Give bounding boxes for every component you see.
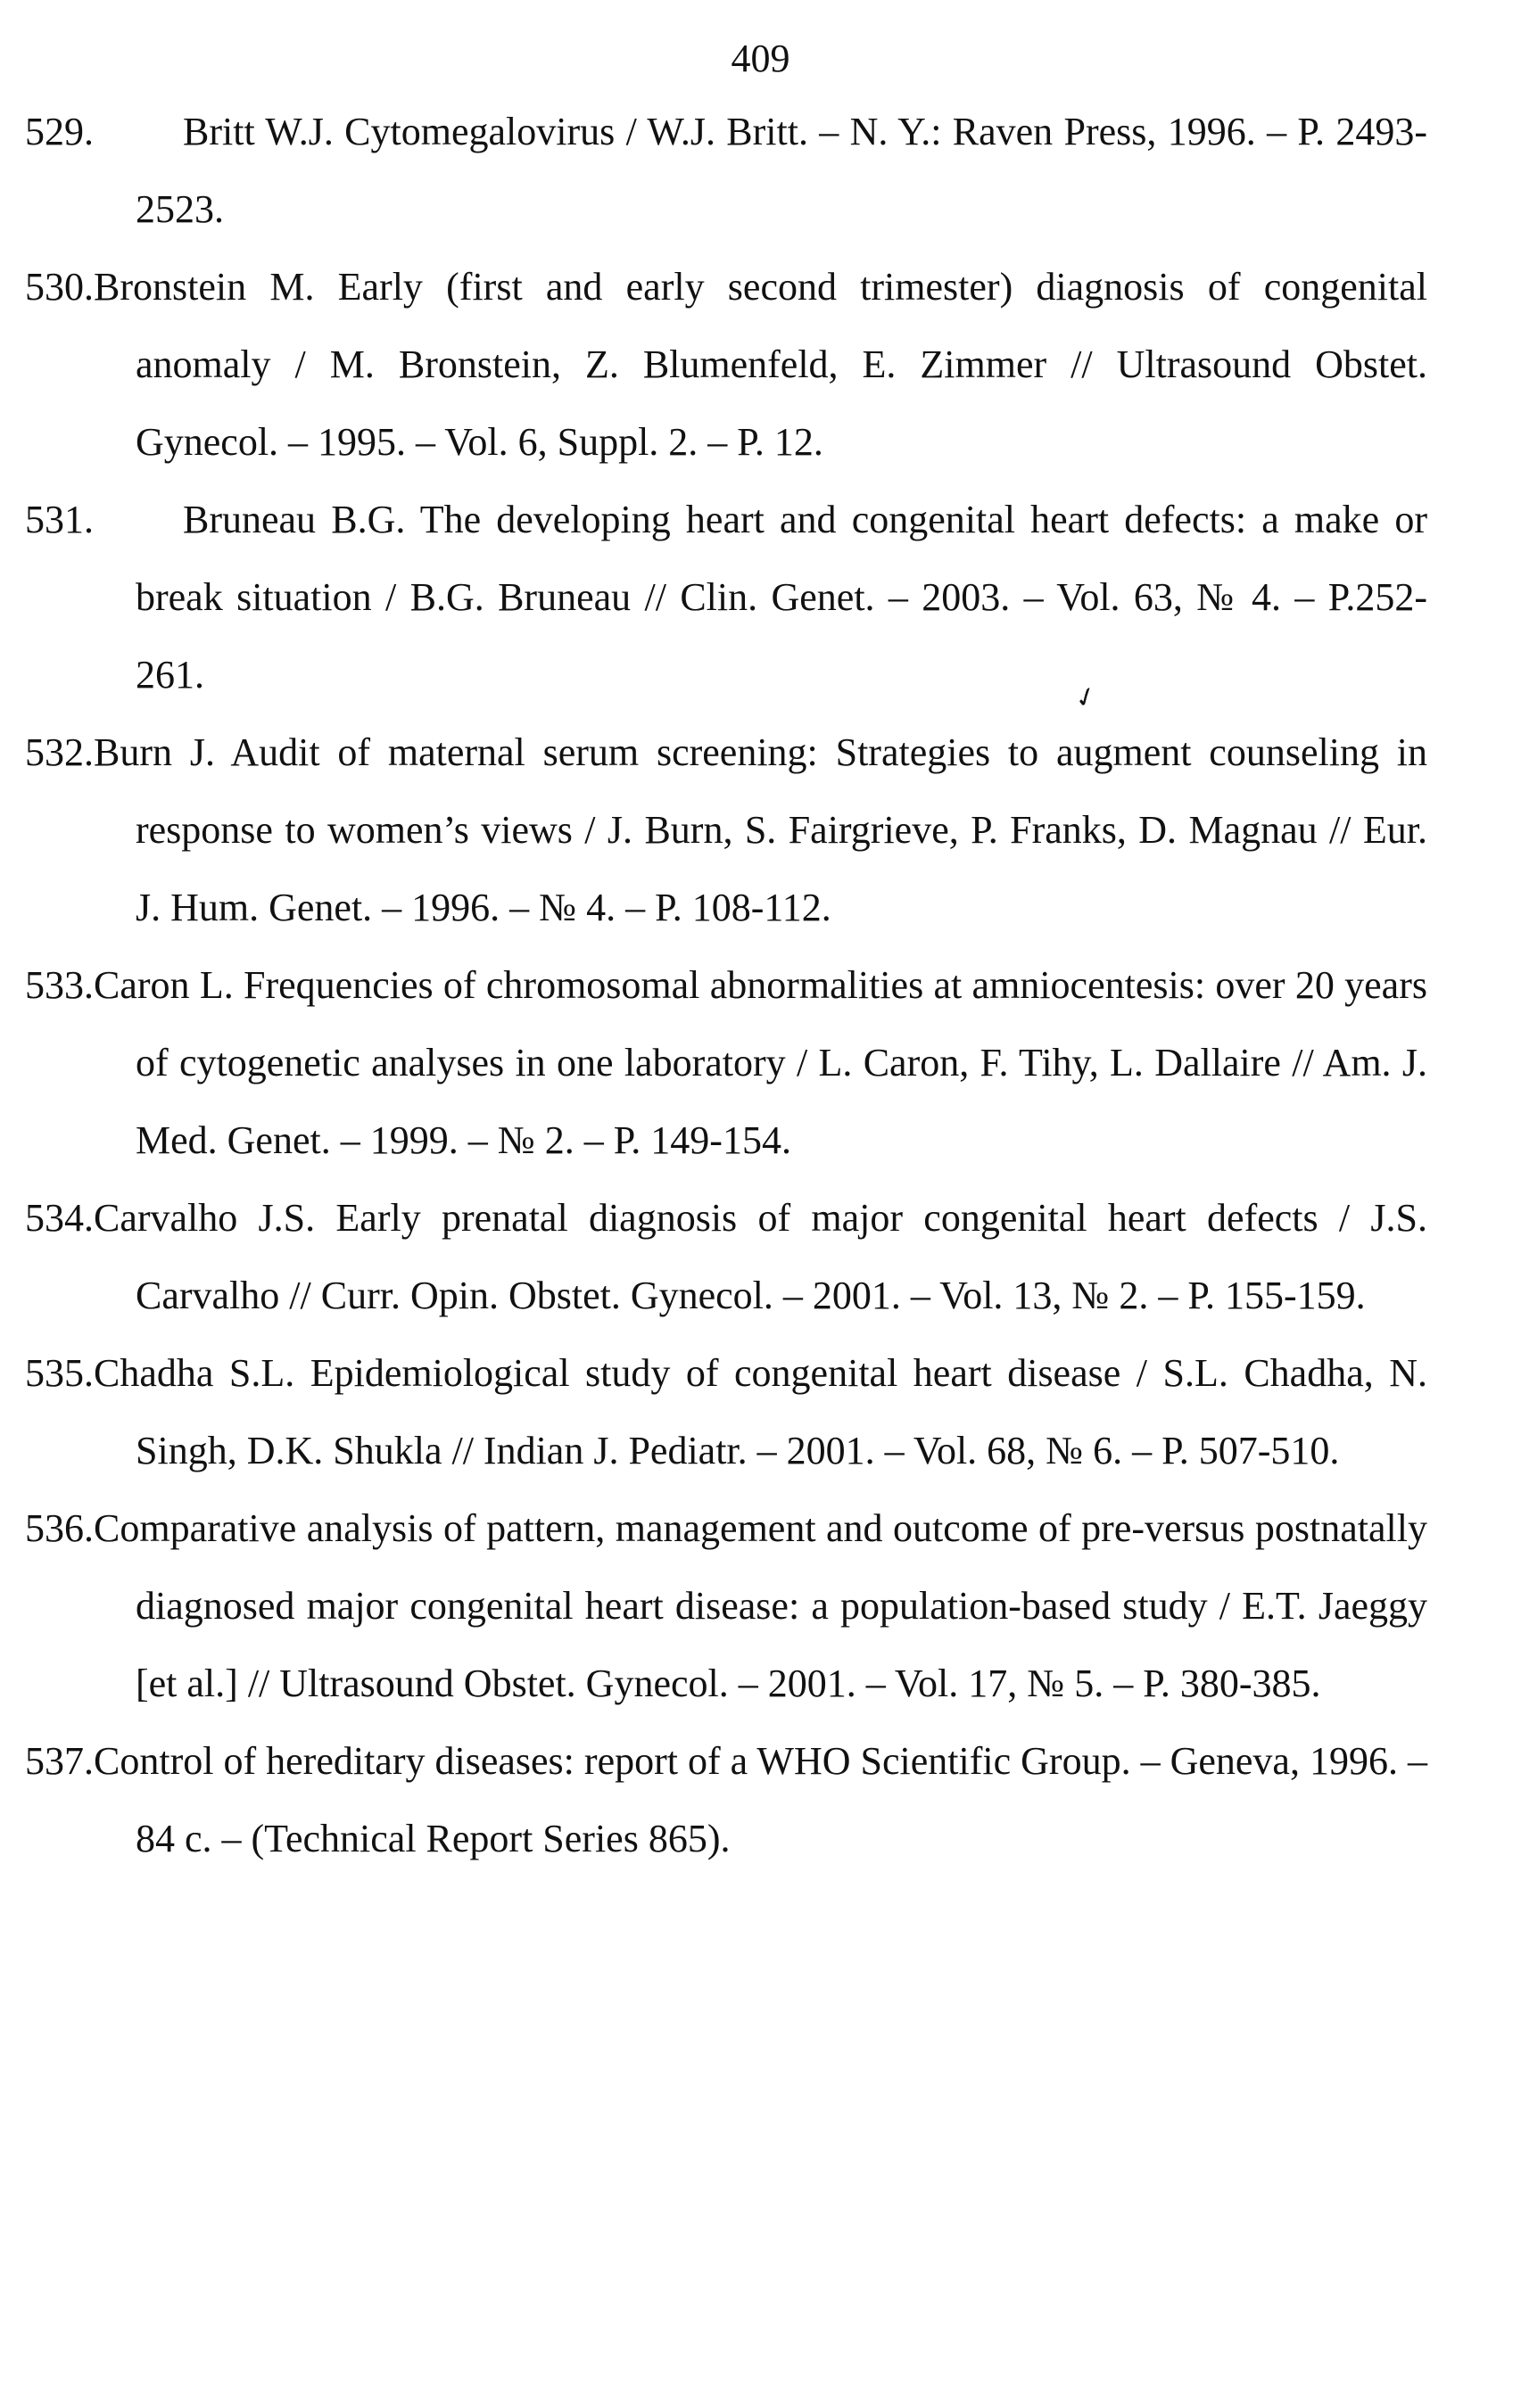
reference-item bbox=[25, 93, 1427, 248]
reference-text: Britt W.J. Cytomegalovirus / W.J. Britt. – N. Y.: Raven Press, 1996. – P. 2493-2523. bbox=[136, 110, 1427, 231]
reference-item bbox=[25, 1334, 1427, 1489]
reference-item bbox=[25, 1722, 1427, 1877]
reference-number: 530. bbox=[25, 265, 94, 309]
reference-number: 537. bbox=[25, 1739, 94, 1783]
reference-number: 529. bbox=[25, 110, 94, 153]
reference-text: Bronstein M. Early (first and early second trimester) diagnosis of congenital anomaly / M. Bronstein, Z. Blumenfeld, E. Zimmer // Ultrasound Obstet. Gynecol. – 1995. – Vol. 6, Suppl. 2. – P. 12. bbox=[94, 265, 1427, 464]
reference-number: 535. bbox=[25, 1351, 94, 1395]
reference-number: 531. bbox=[25, 498, 94, 541]
reference-text: Control of hereditary diseases: report of a WHO Scientific Group. – Geneva, 1996. – 84 c. – (Technical Report Series 865). bbox=[94, 1739, 1427, 1860]
reference-text: Burn J. Audit of maternal serum screening: Strategies to augment counseling in response to women’s views / J. Burn, S. Fairgrieve, P. Franks, D. Magnau // Eur. J. Hum. Genet. – 1996. – № 4. – P. 108-112. bbox=[94, 730, 1427, 929]
page-number: 409 bbox=[731, 37, 790, 80]
reference-text: Chadha S.L. Epidemiological study of congenital heart disease / S.L. Chadha, N. Singh, D.K. Shukla // Indian J. Pediatr. – 2001. – Vol. 68, № 6. – P. 507-510. bbox=[94, 1351, 1427, 1472]
reference-item bbox=[25, 713, 1427, 946]
reference-text: Caron L. Frequencies of chromosomal abnormalities at amniocentesis: over 20 years of cytogenetic analyses in one laboratory / L. Caron, F. Tihy, L. Dallaire // Am. J. Med. Genet. – 1999. – № 2. – P. 149-154. bbox=[94, 963, 1427, 1162]
reference-list bbox=[25, 93, 1427, 1877]
reference-item bbox=[25, 1179, 1427, 1334]
reference-number: 534. bbox=[25, 1196, 94, 1240]
reference-number: 536. bbox=[25, 1506, 94, 1550]
stray-mark: ✓ bbox=[1070, 680, 1102, 716]
reference-number: 532. bbox=[25, 730, 94, 774]
reference-number: 533. bbox=[25, 963, 94, 1007]
reference-text: Carvalho J.S. Early prenatal diagnosis of major congenital heart defects / J.S. Carvalho // Curr. Opin. Obstet. Gynecol. – 2001. – Vol. 13, № 2. – P. 155-159. bbox=[94, 1196, 1427, 1317]
reference-item bbox=[25, 946, 1427, 1179]
reference-item bbox=[25, 1489, 1427, 1722]
reference-text: Bruneau B.G. The developing heart and congenital heart defects: a make or break situation / B.G. Bruneau // Clin. Genet. – 2003. – Vol. 63, № 4. – P.252-261. bbox=[136, 498, 1427, 697]
reference-text: Comparative analysis of pattern, management and outcome of pre-versus postnatally diagnosed major congenital heart disease: a population-based study / E.T. Jaeggy [et al.] // Ultrasound Obstet. Gynecol. – 2001. – Vol. 17, № 5. – P. 380-385. bbox=[94, 1506, 1427, 1705]
reference-item bbox=[25, 481, 1427, 716]
reference-item bbox=[25, 248, 1427, 481]
